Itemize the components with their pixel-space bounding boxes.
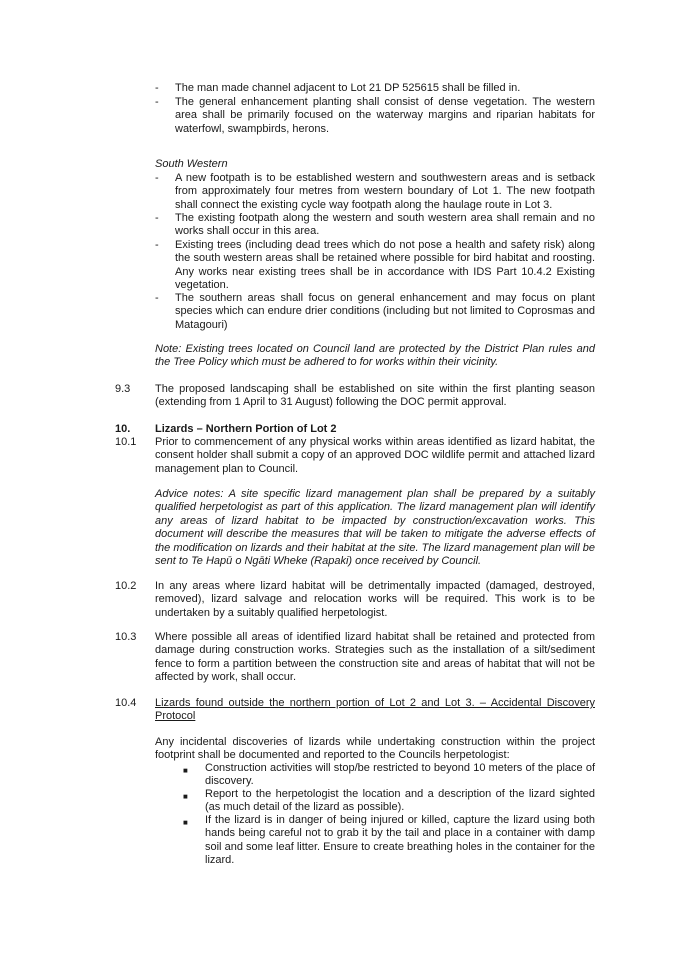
bullet-square-icon: ■	[183, 792, 188, 801]
list-item	[155, 212, 595, 239]
clause-number: 10.1	[115, 436, 137, 448]
section-heading-south-western: South Western	[155, 158, 228, 170]
bullet-square-icon: ■	[183, 766, 188, 775]
list-item-text: A new footpath is to be established western and southwestern areas and is setback from approximately four metres from western boundary of Lot 1. The new footpath shall connect the existing cycle way footpath along the haulage route in Lot 3.	[175, 172, 595, 211]
clause-text: The proposed landscaping shall be established on site within the first planting season (extending from 1 April to 31 August) following the DOC permit approval.	[155, 383, 595, 409]
list-item	[183, 814, 595, 868]
dash-marker: -	[155, 172, 159, 184]
clause-number: 10.4	[115, 697, 137, 709]
section-title: Lizards – Northern Portion of Lot 2	[155, 423, 337, 435]
dash-marker: -	[155, 212, 159, 224]
clause-number: 9.3	[115, 383, 131, 395]
list-item	[155, 172, 595, 212]
dash-marker: -	[155, 96, 159, 108]
list-item-text: The existing footpath along the western and south western area shall remain and no works shall occur in this area.	[175, 212, 595, 238]
note-text: Note: Existing trees located on Council land are protected by the District Plan rules and the Tree Policy which must be adhered to for works within their vicinity.	[155, 343, 595, 369]
list-item	[155, 82, 595, 95]
list-item-text: The general enhancement planting shall consist of dense vegetation. The western area shall be primarily focused on the waterway margins and riparian habitats for waterfowl, swampbirds, herons.	[175, 96, 595, 135]
list-item	[155, 96, 595, 136]
clause-number: 10.2	[115, 580, 137, 592]
clause-text: Prior to commencement of any physical works within areas identified as lizard habitat, the consent holder shall submit a copy of an approved DOC wildlife permit and attached lizard management plan to Council.	[155, 436, 595, 475]
list-item-text: If the lizard is in danger of being injured or killed, capture the lizard using both hands being careful not to grab it by the tail and place in a container with damp soil and some leaf litter. Ensure to create breathing holes in the container for the lizard.	[205, 814, 595, 867]
list-item-text: Existing trees (including dead trees which do not pose a health and safety risk) along the south western areas shall be retained where possible for bird habitat and roosting. Any works near existing trees shall be in accordance with IDS Part 10.4.2 Existing vegetation.	[175, 239, 595, 292]
list-item-text: Report to the herpetologist the location and a description of the lizard sighted (as much detail of the lizard as possible).	[205, 788, 595, 814]
clause-text: Where possible all areas of identified lizard habitat shall be retained and protected from damage during construction works. Strategies such as the installation of a silt/sediment fence to form a partition between the construction site and areas of habitat that will not be affected by work, shall occur.	[155, 631, 595, 684]
dash-marker: -	[155, 239, 159, 251]
clause-text: Any incidental discoveries of lizards while undertaking construction within the project footprint shall be documented and reported to the Councils herpetologist:	[155, 736, 595, 762]
clause-number: 10.3	[115, 631, 137, 643]
section-number: 10.	[115, 423, 131, 435]
list-item-text: The southern areas shall focus on general enhancement and may focus on plant species which can endure drier conditions (including but not limited to Coprosmas and Matagouri)	[175, 292, 595, 331]
list-item	[183, 762, 595, 789]
clause-text: In any areas where lizard habitat will be detrimentally impacted (damaged, destroyed, removed), lizard salvage and relocation works will be required. This work is to be undertaken by a suitably qualified herpetologist.	[155, 580, 595, 619]
dash-marker: -	[155, 82, 159, 94]
list-item	[155, 292, 595, 332]
dash-marker: -	[155, 292, 159, 304]
list-item	[155, 239, 595, 293]
clause-heading: Lizards found outside the northern portion of Lot 2 and Lot 3. – Accidental Discovery Protocol	[155, 697, 595, 723]
bullet-square-icon: ■	[183, 818, 188, 827]
list-item-text: Construction activities will stop/be restricted to beyond 10 meters of the place of discovery.	[205, 762, 595, 788]
list-item	[183, 788, 595, 815]
list-item-text: The man made channel adjacent to Lot 21 DP 525615 shall be filled in.	[175, 82, 521, 94]
advice-note: Advice notes: A site specific lizard management plan shall be prepared by a suitably qualified herpetologist as part of this application. The lizard management plan will identify any areas of lizard habitat to be impacted by construction/excavation works. This document will describe the measures that will be taken to mitigate the adverse effects of the modification on lizards and their habitat at the site. The lizard management plan will be sent to Te Hapū o Ngāti Wheke (Rapaki) once received by Council.	[155, 488, 595, 568]
